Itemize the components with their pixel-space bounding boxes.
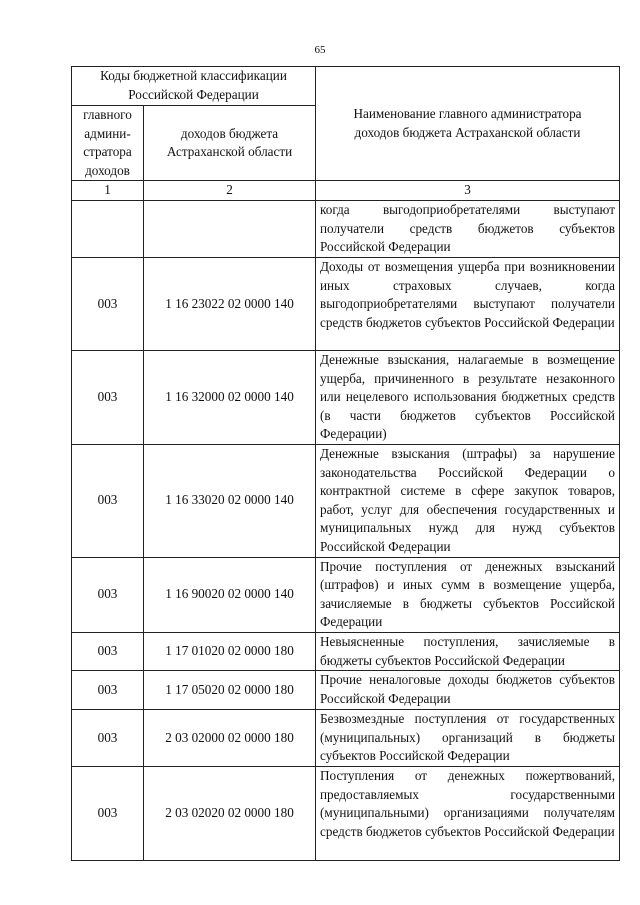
budget-classification-table: [71, 66, 620, 861]
admin-code-cell: 003: [72, 632, 144, 670]
column-number-3: 3: [316, 181, 620, 201]
revenue-code-cell: 1 17 05020 02 0000 180: [144, 671, 316, 710]
header-admin-line: админи-: [84, 125, 131, 141]
revenue-name-cell: Безвозмездные поступления от государственных (муниципальных) организаций в бюджеты субъектов Российской Федерации: [316, 710, 620, 767]
table-row: [72, 350, 620, 444]
header-number-row: [72, 181, 620, 201]
header-code-column: [144, 106, 316, 181]
revenue-name-cell: Денежные взыскания (штрафы) за нарушение законодательства Российской Федерации о контрактной системе в сфере закупок товаров, работ, услуг для обеспечения государственных и муниципальных нужд для нужд субъектов Российской Федерации: [316, 444, 620, 557]
revenue-name-cell: Доходы от возмещения ущерба при возникновении иных страховых случаев, когда выгодоприобретателями выступают получатели средств бюджетов субъектов Российской Федерации: [316, 257, 620, 350]
revenue-name-cell: Поступления от денежных пожертвований, предоставляемых государственными (муниципальными) организациями получателям средств бюджетов субъектов Российской Федерации: [316, 767, 620, 861]
header-name-line: Наименование главного администратора: [353, 106, 582, 122]
table-row: [72, 671, 620, 710]
revenue-code-cell: 1 16 23022 02 0000 140: [144, 257, 316, 350]
table-row: [72, 710, 620, 767]
revenue-code-cell: 1 16 33020 02 0000 140: [144, 444, 316, 557]
revenue-code-cell: 2 03 02020 02 0000 180: [144, 767, 316, 861]
header-codes-group: Коды бюджетной классификации Российской Федерации: [72, 67, 316, 106]
page-number: 65: [314, 44, 326, 56]
table-row: [72, 257, 620, 350]
header-code-line: доходов бюджета: [180, 125, 279, 141]
admin-code-cell: 003: [72, 350, 144, 444]
column-number-1: 1: [72, 181, 144, 201]
admin-code-cell: 003: [72, 257, 144, 350]
revenue-name-cell: Денежные взыскания, налагаемые в возмещение ущерба, причиненного в результате незаконного или нецелевого использования бюджетных средств (в части бюджетов субъектов Российской Федерации): [316, 350, 620, 444]
admin-code-cell: 003: [72, 557, 144, 632]
revenue-name-cell: Прочие поступления от денежных взысканий (штрафов) и иных сумм в возмещение ущерба, зачисляемые в бюджеты субъектов Российской Федерации: [316, 557, 620, 632]
table-row: [72, 767, 620, 861]
revenue-code-cell: [144, 200, 316, 257]
admin-code-cell: 003: [72, 767, 144, 861]
admin-code-cell: 003: [72, 710, 144, 767]
header-admin-column: [72, 106, 144, 181]
header-name-column: [316, 67, 620, 181]
admin-code-cell: 003: [72, 444, 144, 557]
revenue-code-cell: 1 16 32000 02 0000 140: [144, 350, 316, 444]
table-row: [72, 632, 620, 670]
revenue-code-cell: 1 17 01020 02 0000 180: [144, 632, 316, 670]
table-row: [72, 444, 620, 557]
column-number-2: 2: [144, 181, 316, 201]
header-code-line: Астраханской области: [166, 144, 293, 160]
header-admin-line: главного: [83, 107, 132, 122]
header-row-group: [72, 67, 620, 106]
header-admin-line: стратора: [83, 144, 132, 160]
table-row: [72, 557, 620, 632]
revenue-name-cell: когда выгодоприобретателями выступают получатели средств бюджетов субъектов Российской Федерации: [316, 200, 620, 257]
table-row: [72, 200, 620, 257]
revenue-name-cell: Прочие неналоговые доходы бюджетов субъектов Российской Федерации: [316, 671, 620, 710]
admin-code-cell: 003: [72, 671, 144, 710]
admin-code-cell: [72, 200, 144, 257]
header-name-line: доходов бюджета Астраханской области: [354, 124, 581, 140]
header-admin-line: доходов: [85, 162, 130, 178]
revenue-code-cell: 2 03 02000 02 0000 180: [144, 710, 316, 767]
revenue-name-cell: Невыясненные поступления, зачисляемые в бюджеты субъектов Российской Федерации: [316, 632, 620, 670]
revenue-code-cell: 1 16 90020 02 0000 140: [144, 557, 316, 632]
